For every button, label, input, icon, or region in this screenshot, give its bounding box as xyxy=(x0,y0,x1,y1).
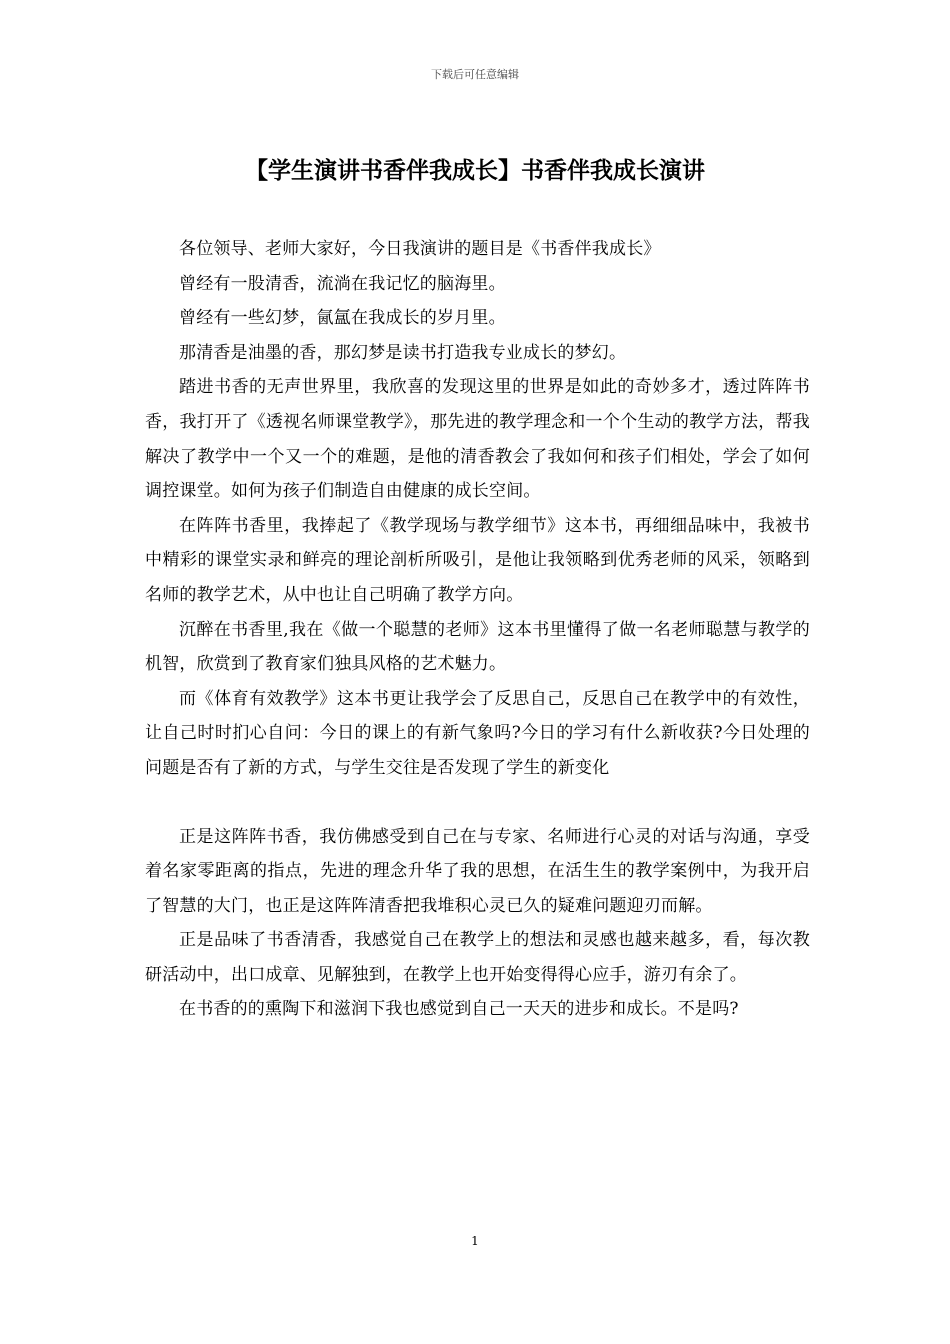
paragraph-greeting: 各位领导、老师大家好，今日我演讲的题目是《书香伴我成长》 xyxy=(179,239,661,259)
paragraph-fragrance: 曾经有一股清香，流淌在我记忆的脑海里。 xyxy=(179,273,506,294)
document-title: 【学生演讲书香伴我成长】书香伴我成长演讲 xyxy=(245,158,705,184)
paragraph-world-of-books: 踏进书香的无声世界里，我欣喜的发现这里的世界是如此的奇妙多才，透过阵阵书香，我打开了《透视名师课堂教学》，那先进的教学理念和一个个生动的教学方法，帮我解决了教学中一个又一个的难题，是他的清香教会了我如何和孩子们相处，学会了如何调控课堂。如何为孩子们制造自由健康的成长空间。 xyxy=(145,377,810,502)
page-number: 1 xyxy=(471,1234,479,1248)
paragraph-inspiration: 正是品味了书香清香，我感觉自己在教学上的想法和灵感也越来越多，看，每次教研活动中，出口成章、见解独到，在教学上也开始变得得心应手，游刃有余了。 xyxy=(145,930,810,985)
header-note: 下载后可任意编辑 xyxy=(431,68,519,81)
paragraph-ink: 那清香是油墨的香，那幻梦是读书打造我专业成长的梦幻。 xyxy=(179,342,627,363)
paragraph-pe-teaching: 而《体育有效教学》这本书更让我学会了反思自己，反思自己在教学中的有效性，让自己时时扪心自问：今日的课上的有新气象吗?今日的学习有什么新收获?今日处理的问题是否有了新的方式，与学生交往是否发现了学生的新变化 xyxy=(145,688,810,778)
paragraph-wise-teacher: 沉醉在书香里,我在《做一个聪慧的老师》这本书里懂得了做一名老师聪慧与教学的机智，欣赏到了教育家们独具风格的艺术魅力。 xyxy=(145,619,810,675)
paragraph-teaching-details: 在阵阵书香里，我捧起了《教学现场与教学细节》这本书，再细细品味中，我被书中精彩的课堂实录和鲜亮的理论剖析所吸引，是他让我领略到优秀老师的风采，领略到名师的教学艺术，从中也让自己明确了教学方向。 xyxy=(145,515,810,605)
paragraph-growth: 在书香的的熏陶下和滋润下我也感觉到自己一天天的进步和成长。不是吗? xyxy=(179,999,739,1020)
paragraph-dream: 曾经有一些幻梦，氤氲在我成长的岁月里。 xyxy=(179,308,506,329)
document-body xyxy=(145,232,810,1027)
paragraph-dialogue: 正是这阵阵书香，我仿佛感受到自己在与专家、名师进行心灵的对话与沟通，享受着名家零距离的指点，先进的理念升华了我的思想，在活生生的教学案例中，为我开启了智慧的大门，也正是这阵阵清香把我堆积心灵已久的疑难问题迎刃而解。 xyxy=(145,826,810,916)
